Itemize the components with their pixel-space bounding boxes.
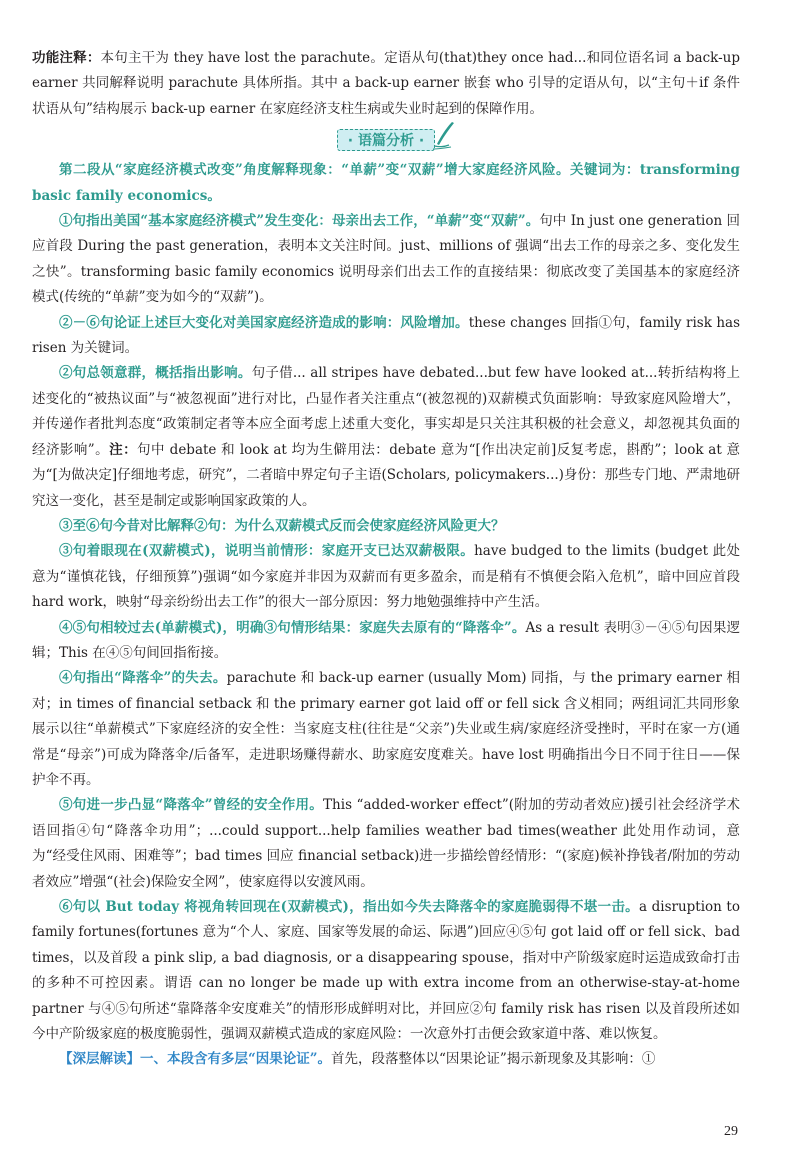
note-label: 注：	[109, 441, 138, 458]
paragraph-lead: ③句着眼现在(双薪模式)，说明当前情形：家庭开支已达双薪极限。	[59, 543, 475, 560]
paragraph-lead: ④⑤句相较过去(单薪模式)，明确③句情形结果：家庭失去原有的“降落伞”。	[59, 619, 526, 636]
analysis-paragraph	[32, 666, 740, 793]
paragraph-lead: ②句总领意群，概括指出影响。	[59, 365, 252, 382]
analysis-paragraph	[32, 539, 740, 615]
deep-reading-text: 首先，段落整体以“因果论证”揭示新现象及其影响：①	[331, 1051, 656, 1068]
heading-text: 第二段从“家庭经济模式改变”角度解释现象：“单薪”变“双薪”增大家庭经济风险。关键词为：transforming basic family economics。	[32, 162, 740, 204]
paragraph-lead: ②－⑥句论证上述巨大变化对美国家庭经济造成的影响：风险增加。	[59, 314, 469, 331]
paragraph-text: As a result 表明③－④⑤句因果逻辑；This 在④⑤句间回指衔接。	[32, 619, 740, 661]
analysis-paragraph	[32, 616, 740, 667]
section-title-box	[337, 129, 435, 151]
paragraph-text: 句中 In just one generation 回应首段 During the past generation，表明本文关注时间。just、millions of 强调“出去工作的母亲之多、变化发生之快”。transforming basic family economics 说明母亲们出去工作的直接结果：彻底改变了美国基本的家庭经济模式(传统的“单薪”变为如今的“双薪”)。	[32, 213, 740, 306]
analysis-paragraph	[32, 311, 740, 362]
section-title: · 语篇分析 ·	[347, 133, 425, 150]
function-note	[32, 46, 740, 122]
paragraph-lead: ①句指出美国“基本家庭经济模式”发生变化：母亲出去工作，“单薪”变“双薪”。	[59, 213, 540, 230]
function-note-text: 本句主干为 they have lost the parachute。定语从句(that)they once had...和同位语名词 a back-up earner 共同解释说明 parachute 具体所指。其中 a back-up earner 嵌套 who 引导的定语从句，以“主句＋if 条件状语从句”结构展示 back-up earner 在家庭经济支柱生病或失业时起到的保障作用。	[32, 50, 740, 117]
function-note-label: 功能注释：	[32, 50, 101, 66]
paragraph-text: 句子借... all stripes have debated...but few have looked at...转折结构将上述变化的“被热议面”与“被忽视面”进行对比，凸显作者关注重点“(被忽视的)双薪模式负面影响：导致家庭风险增大”，并传递作者批判态度“政策制定者等本应全面考虑上述重大变化，事实却是只关注其积极的社会意义，却忽视其负面的经济影响”。	[32, 365, 740, 458]
analysis-paragraph	[32, 514, 740, 539]
note-text: 句中 debate 和 look at 均为生僻用法：debate 意为“[作出决定前]反复考虑，斟酌”；look at 意为“[为做决定]仔细地考虑，研究”，二者暗中界定句子主语(Scholars, policymakers...)身份：那些专门地、严肃地研究这一变化，甚至是制定或影响国家政策的人。	[32, 441, 741, 509]
paragraph-text: these changes 回指①句，family risk has risen 为关键词。	[32, 314, 740, 357]
deep-reading	[32, 1047, 740, 1072]
pen-icon	[430, 120, 456, 150]
paragraph-text: have budged to the limits (budget 此处意为“谨慎花钱，仔细预算”)强调“如今家庭并非因为双薪而有更多盈余，而是稍有不慎便会陷入危机”，暗中回应首段 hard work，映射“母亲纷纷出去工作”的很大一部分原因：努力地勉强维持中产生活。	[32, 543, 740, 611]
paragraph-heading	[32, 158, 740, 209]
page-number: 29	[724, 1124, 738, 1139]
analysis-paragraph	[32, 793, 740, 895]
analysis-paragraph	[32, 209, 740, 311]
section-header	[32, 122, 740, 158]
analysis-paragraph	[32, 361, 740, 513]
paragraph-text: a disruption to family fortunes(fortunes 意为“个人、家庭、国家等发展的命运、际遇”)回应④⑤句 got laid off or fell sick、bad times，以及首段 a pink slip, a bad diagnosis, or a disappearing spouse，指对中产阶级家庭时运造成致命打击的多种不可控因素。谓语 can no longer be made up with extra income from an otherwise-stay-at-home partner 与④⑤句所述“靠降落伞安度难关”的情形形成鲜明对比，并回应②句 family risk has risen 以及首段所述如今中产阶级家庭的极度脆弱性，强调双薪模式造成的家庭风险：一次意外打击便会致家道中落、难以恢复。	[32, 899, 740, 1043]
paragraph-text: This “added-worker effect”(附加的劳动者效应)援引社会经济学术语回指④句“降落伞功用”；...could support...help families weather bad times(weather 此处用作动词，意为“经受住风雨、困难等”；bad times 回应 financial setback)进一步描绘曾经情形：“(家庭)候补挣钱者/附加的劳动者效应”增强“(社会)保险安全网”，使家庭得以安渡风雨。	[32, 797, 740, 890]
analysis-paragraph	[32, 895, 740, 1047]
paragraph-lead: ④句指出“降落伞”的失去。	[59, 670, 227, 687]
paragraph-text: parachute 和 back-up earner (usually Mom) 同指，与 the primary earner 相对；in times of financial setback 和 the primary earner got laid off or fell sick 含义相同；两组词汇共同形象展示以往“单薪模式”下家庭经济的安全性：当家庭支柱(往往是“父亲”)失业或生病/家庭经济受挫时，平时在家一方(通常是“母亲”)可成为降落伞/后备军，走进职场赚得薪水、助家庭安度难关。have lost 明确指出今日不同于往日——保护伞不再。	[32, 670, 741, 788]
paragraph-lead: ⑥句以 But today 将视角转回现在(双薪模式)，指出如今失去降落伞的家庭脆弱得不堪一击。	[59, 899, 639, 915]
paragraph-lead: ③至⑥句今昔对比解释②句：为什么双薪模式反而会使家庭经济风险更大？	[59, 517, 505, 534]
deep-reading-label: 【深层解读】一、本段含有多层“因果论证”。	[59, 1051, 332, 1068]
paragraph-lead: ⑤句进一步凸显“降落伞”曾经的安全作用。	[59, 797, 324, 814]
